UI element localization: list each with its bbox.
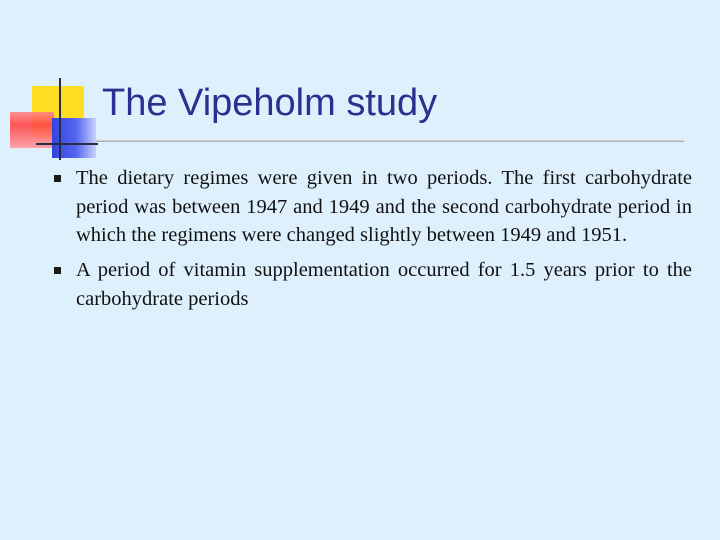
colored-squares-logo-icon xyxy=(0,0,110,170)
square-bullet-icon xyxy=(54,175,61,182)
title-underline xyxy=(96,139,684,142)
slide-title: The Vipeholm study xyxy=(102,82,438,124)
square-bullet-icon xyxy=(54,267,61,274)
bullet-text-2: A period of vitamin supplementation occurred for 1.5 years prior to the carbohydrate periods xyxy=(76,259,692,310)
bullet-item-1 xyxy=(48,164,692,250)
bullet-text-1: The dietary regimes were given in two periods. The first carbohydrate period was between 1947 and 1949 and the second carbohydrate period in which the regimens were changed slightly between 1949 and 1951. xyxy=(76,167,692,247)
bullet-item-2 xyxy=(48,256,692,313)
bullet-list xyxy=(48,164,692,314)
logo-vertical-line xyxy=(59,78,61,160)
logo-horizontal-line xyxy=(36,143,98,145)
